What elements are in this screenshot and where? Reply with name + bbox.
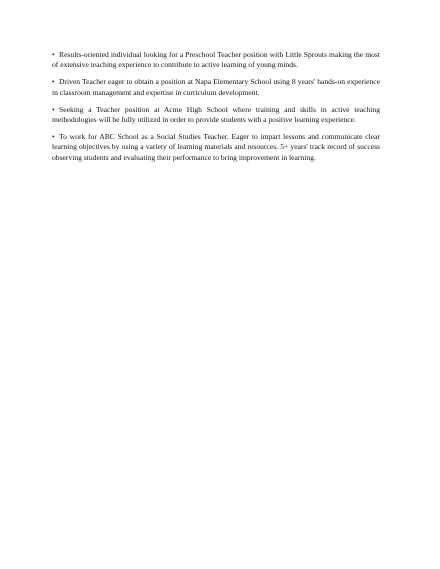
bullet-icon: • xyxy=(52,104,55,114)
objective-item xyxy=(52,105,380,125)
objective-item xyxy=(52,50,380,70)
bullet-icon: • xyxy=(52,50,55,59)
objective-text: To work for ABC School as a Social Studies Teacher. Eager to impart lessons and communicate clear learning objectives by using a variety of learning materials and resources. 5+ years' track record of success observing students and evaluating their performance to bring improvement in learning. xyxy=(52,132,380,162)
objective-text: Results-oriented individual looking for a Preschool Teacher position with Little Sprouts making the most of extensive teaching experience to contribute to active learning of young minds. xyxy=(52,50,380,70)
bullet-icon: • xyxy=(52,132,55,142)
objective-item xyxy=(52,77,380,97)
objective-text: Seeking a Teacher position at Acme High School where training and skills in active teaching methodologies will be fully utilized in order to provide students with a positive learning experience. xyxy=(52,104,380,125)
objective-item xyxy=(52,132,380,163)
bullet-icon: • xyxy=(52,77,55,87)
objective-text: Driven Teacher eager to obtain a position at Napa Elementary School using 8 years' hands-on experience in classroom management and expertise in curriculum development. xyxy=(52,77,380,97)
objective-list xyxy=(52,50,380,170)
